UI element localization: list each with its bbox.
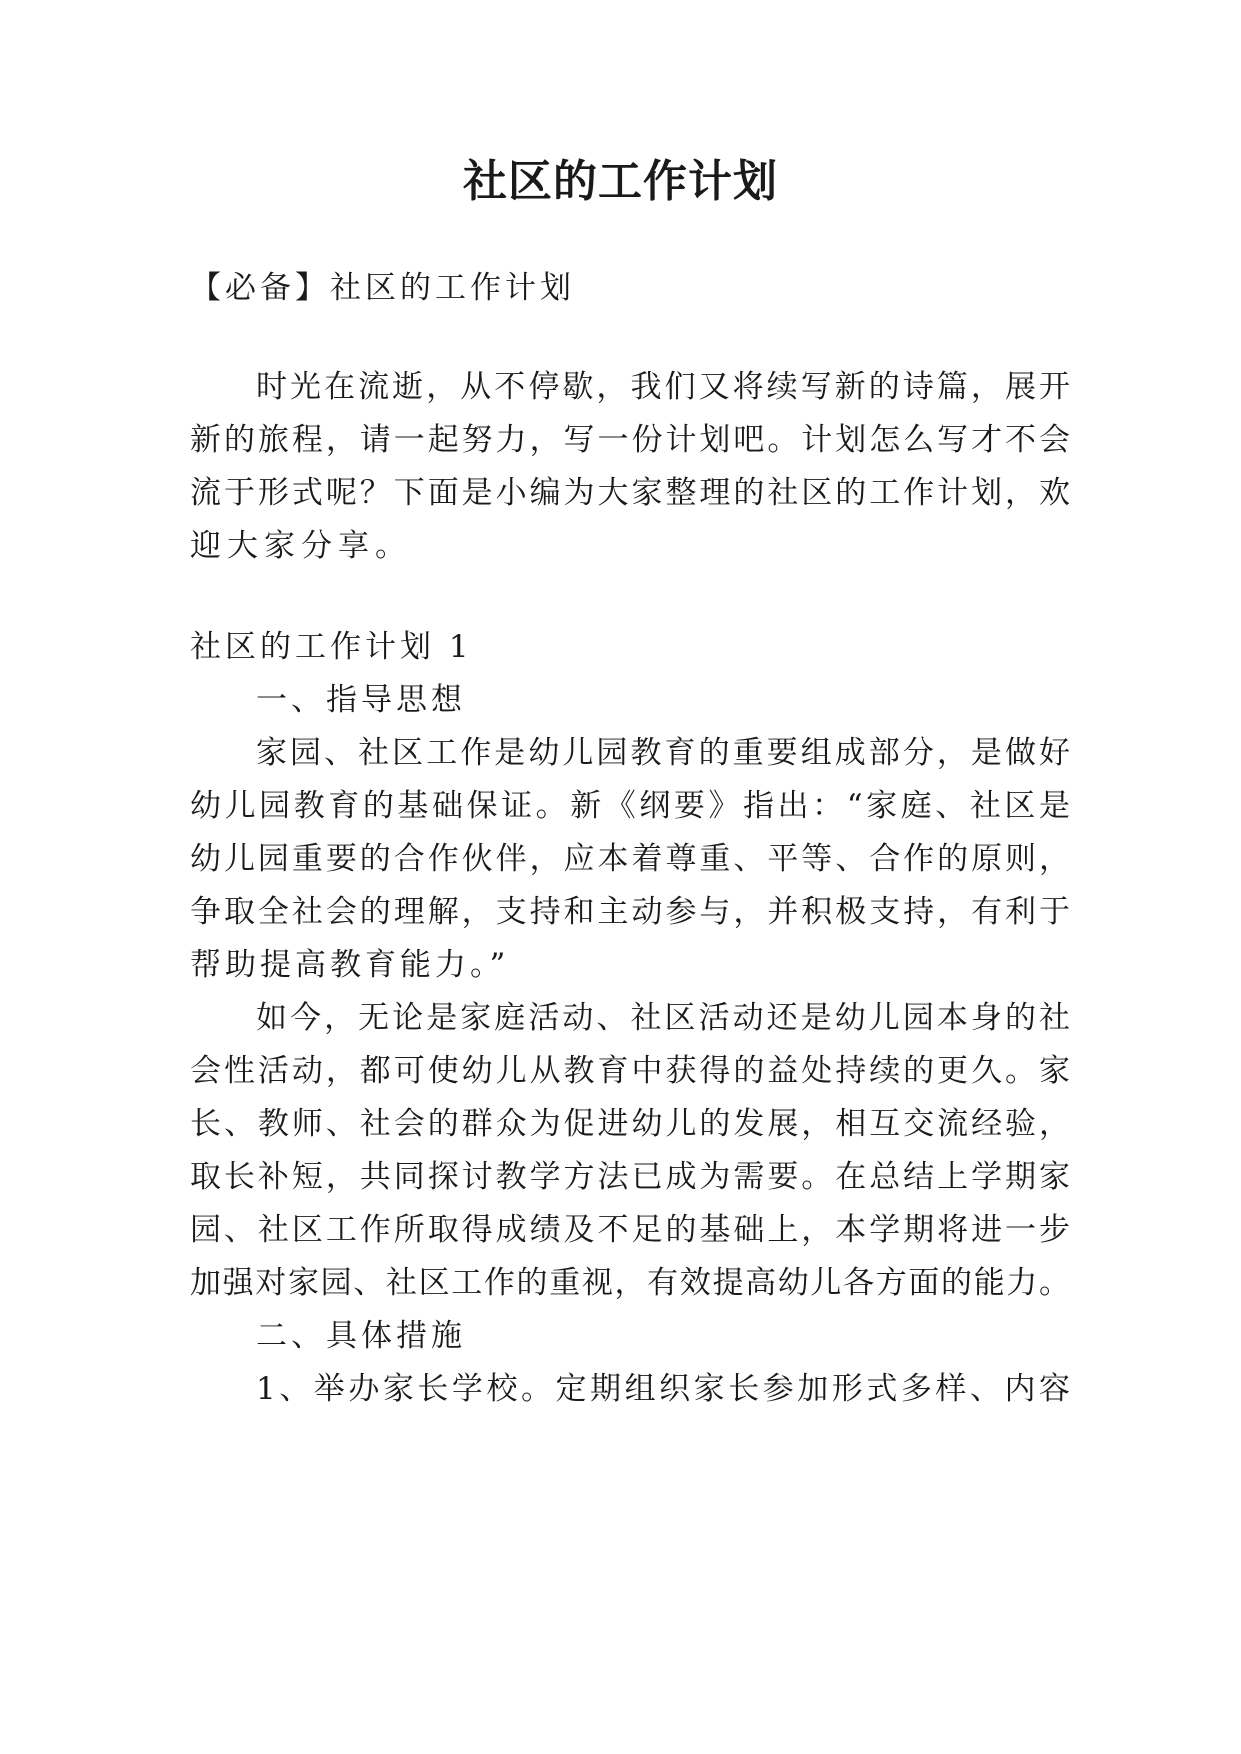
para-1-line-4: 争取全社会的理解，支持和主动参与，并积极支持，有利于 — [190, 894, 1070, 930]
para-1-line-3: 幼儿园重要的合作伙伴，应本着尊重、平等、合作的原则， — [190, 841, 1070, 877]
para-2-line-3: 长、教师、社会的群众为促进幼儿的发展，相互交流经验， — [190, 1106, 1070, 1142]
document-subtitle: 【必备】社区的工作计划 — [190, 270, 575, 306]
para-1-line-1: 家园、社区工作是幼儿园教育的重要组成部分，是做好 — [256, 735, 1070, 771]
intro-line-1: 时光在流逝，从不停歇，我们又将续写新的诗篇，展开 — [256, 369, 1070, 405]
item-1-line-1: 1、举办家长学校。定期组织家长参加形式多样、内容 — [256, 1371, 1070, 1407]
heading-guiding-ideology: 一、指导思想 — [256, 682, 466, 718]
intro-line-2: 新的旅程，请一起努力，写一份计划吧。计划怎么写才不会 — [190, 422, 1070, 458]
heading-specific-measures: 二、具体措施 — [256, 1318, 466, 1354]
para-2-line-1: 如今，无论是家庭活动、社区活动还是幼儿园本身的社 — [256, 1000, 1070, 1036]
para-2-line-5: 园、社区工作所取得成绩及不足的基础上，本学期将进一步 — [190, 1212, 1070, 1248]
intro-line-3: 流于形式呢？下面是小编为大家整理的社区的工作计划，欢 — [190, 475, 1070, 511]
section-title: 社区的工作计划 1 — [190, 629, 473, 665]
para-2-line-6: 加强对家园、社区工作的重视，有效提高幼儿各方面的能力。 — [190, 1265, 1070, 1301]
document-title: 社区的工作计划 — [463, 156, 778, 207]
intro-line-4: 迎大家分享。 — [190, 528, 412, 564]
para-2-line-2: 会性活动，都可使幼儿从教育中获得的益处持续的更久。家 — [190, 1053, 1070, 1089]
para-2-line-4: 取长补短，共同探讨教学方法已成为需要。在总结上学期家 — [190, 1159, 1070, 1195]
para-1-line-5: 帮助提高教育能力。” — [190, 947, 510, 983]
para-1-line-2: 幼儿园教育的基础保证。新《纲要》指出：“家庭、社区是 — [190, 788, 1070, 824]
